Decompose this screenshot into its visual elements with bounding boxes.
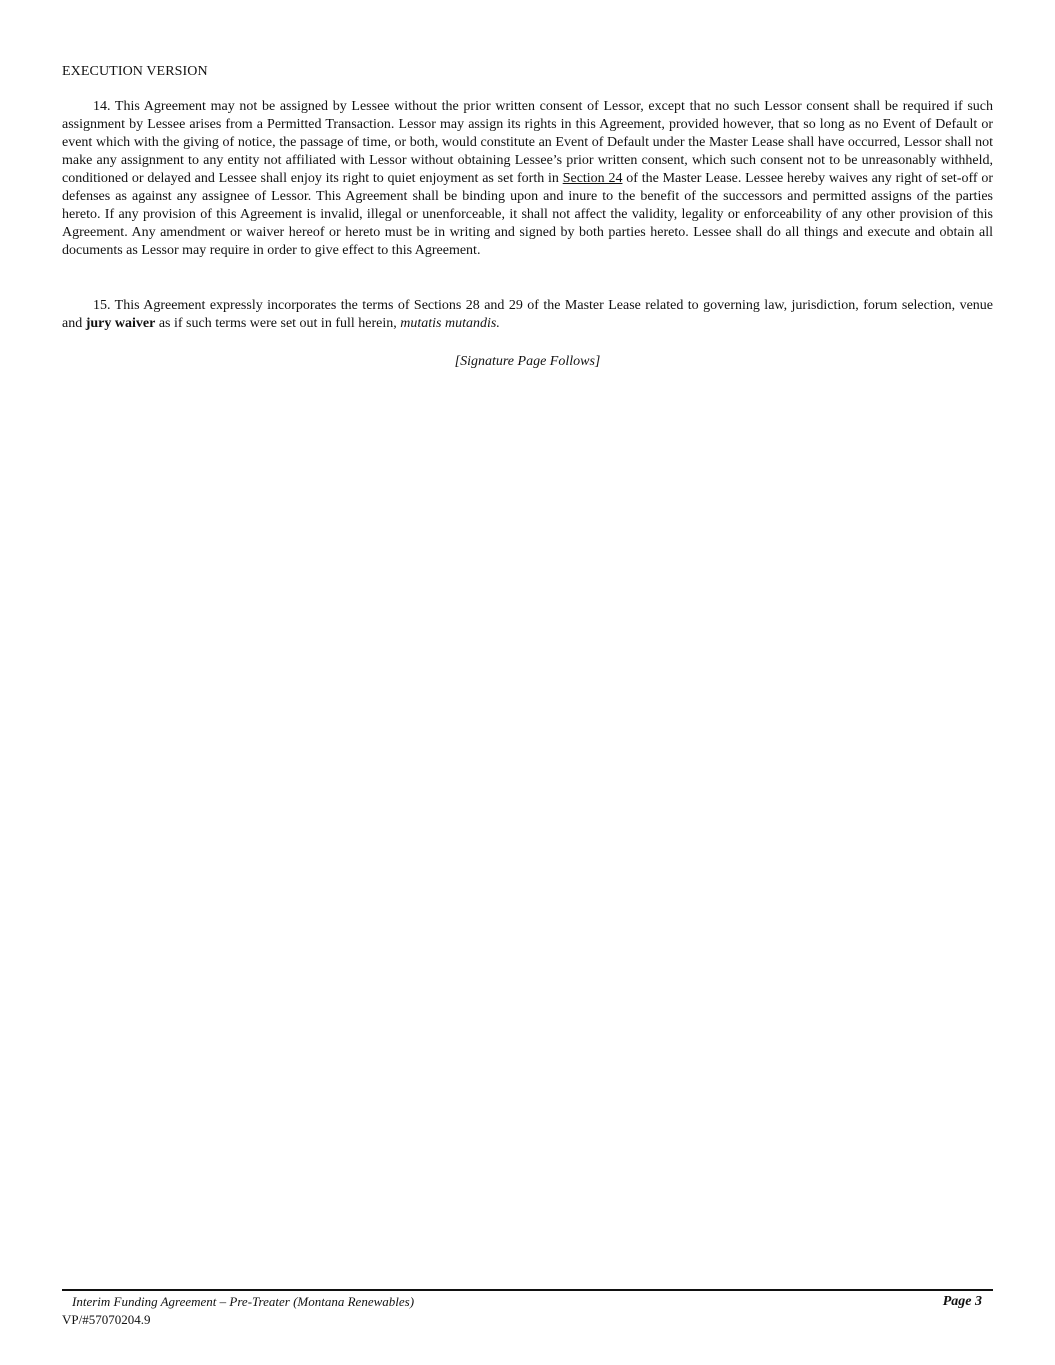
paragraph-15 [62, 297, 993, 333]
footer-document-id: VP/#57070204.9 [62, 1312, 151, 1327]
paragraph-15-text-part1: 15. This Agreement expressly incorporates the terms of Sections 28 and 29 of the Master Lease related to governing law, jurisdiction, forum selection, venue and [62, 298, 993, 331]
mutatis-mutandis-term: mutatis mutandis. [400, 316, 500, 331]
paragraph-14 [62, 98, 993, 260]
paragraph-14-text-part1: 14. This Agreement may not be assigned by Lessee without the prior written consent of Lessor, except that no such Lessor consent shall be required if such assignment by Lessee arises from a Permitted Transaction. Lessor may assign its rights in this Agreement, provided however, that so long as no Event of Default or event which with the giving of notice, the passage of time, or both, would constitute an Event of Default under the Master Lease shall have occurred, Lessor shall not make any assignment to any entity not affiliated with Lessor without obtaining Lessee’s prior written consent, which such consent not to be unreasonably withheld, conditioned or delayed and Lessee shall enjoy its right to quiet enjoyment as set forth in [62, 99, 993, 186]
signature-page-follows-note: [Signature Page Follows] [454, 354, 601, 369]
footer-document-title: Interim Funding Agreement – Pre-Treater (Montana Renewables) [72, 1294, 415, 1309]
footer-divider [62, 1289, 993, 1291]
paragraph-15-text-part2: as if such terms were set out in full herein, [155, 316, 401, 331]
paragraph-14-text-part2: of the Master Lease. Lessee hereby waives any right of set-off or defenses as against any assignee of Lessor. This Agreement shall be binding upon and inure to the benefit of the successors and permitted assigns of the parties hereto. If any provision of this Agreement is invalid, illegal or unenforceable, it shall not affect the validity, legality or enforceability of any other provision of this Agreement. Any amendment or waiver hereof or hereto must be in writing and signed by both parties hereto. Lessee shall do all things and execute and obtain all documents as Lessor may require in order to give effect to this Agreement. [62, 171, 993, 258]
section-24-reference: Section 24 [562, 171, 623, 186]
execution-version-label: EXECUTION VERSION [62, 64, 208, 79]
footer-page-number: Page 3 [942, 1294, 982, 1309]
jury-waiver-term: jury waiver [85, 316, 156, 331]
